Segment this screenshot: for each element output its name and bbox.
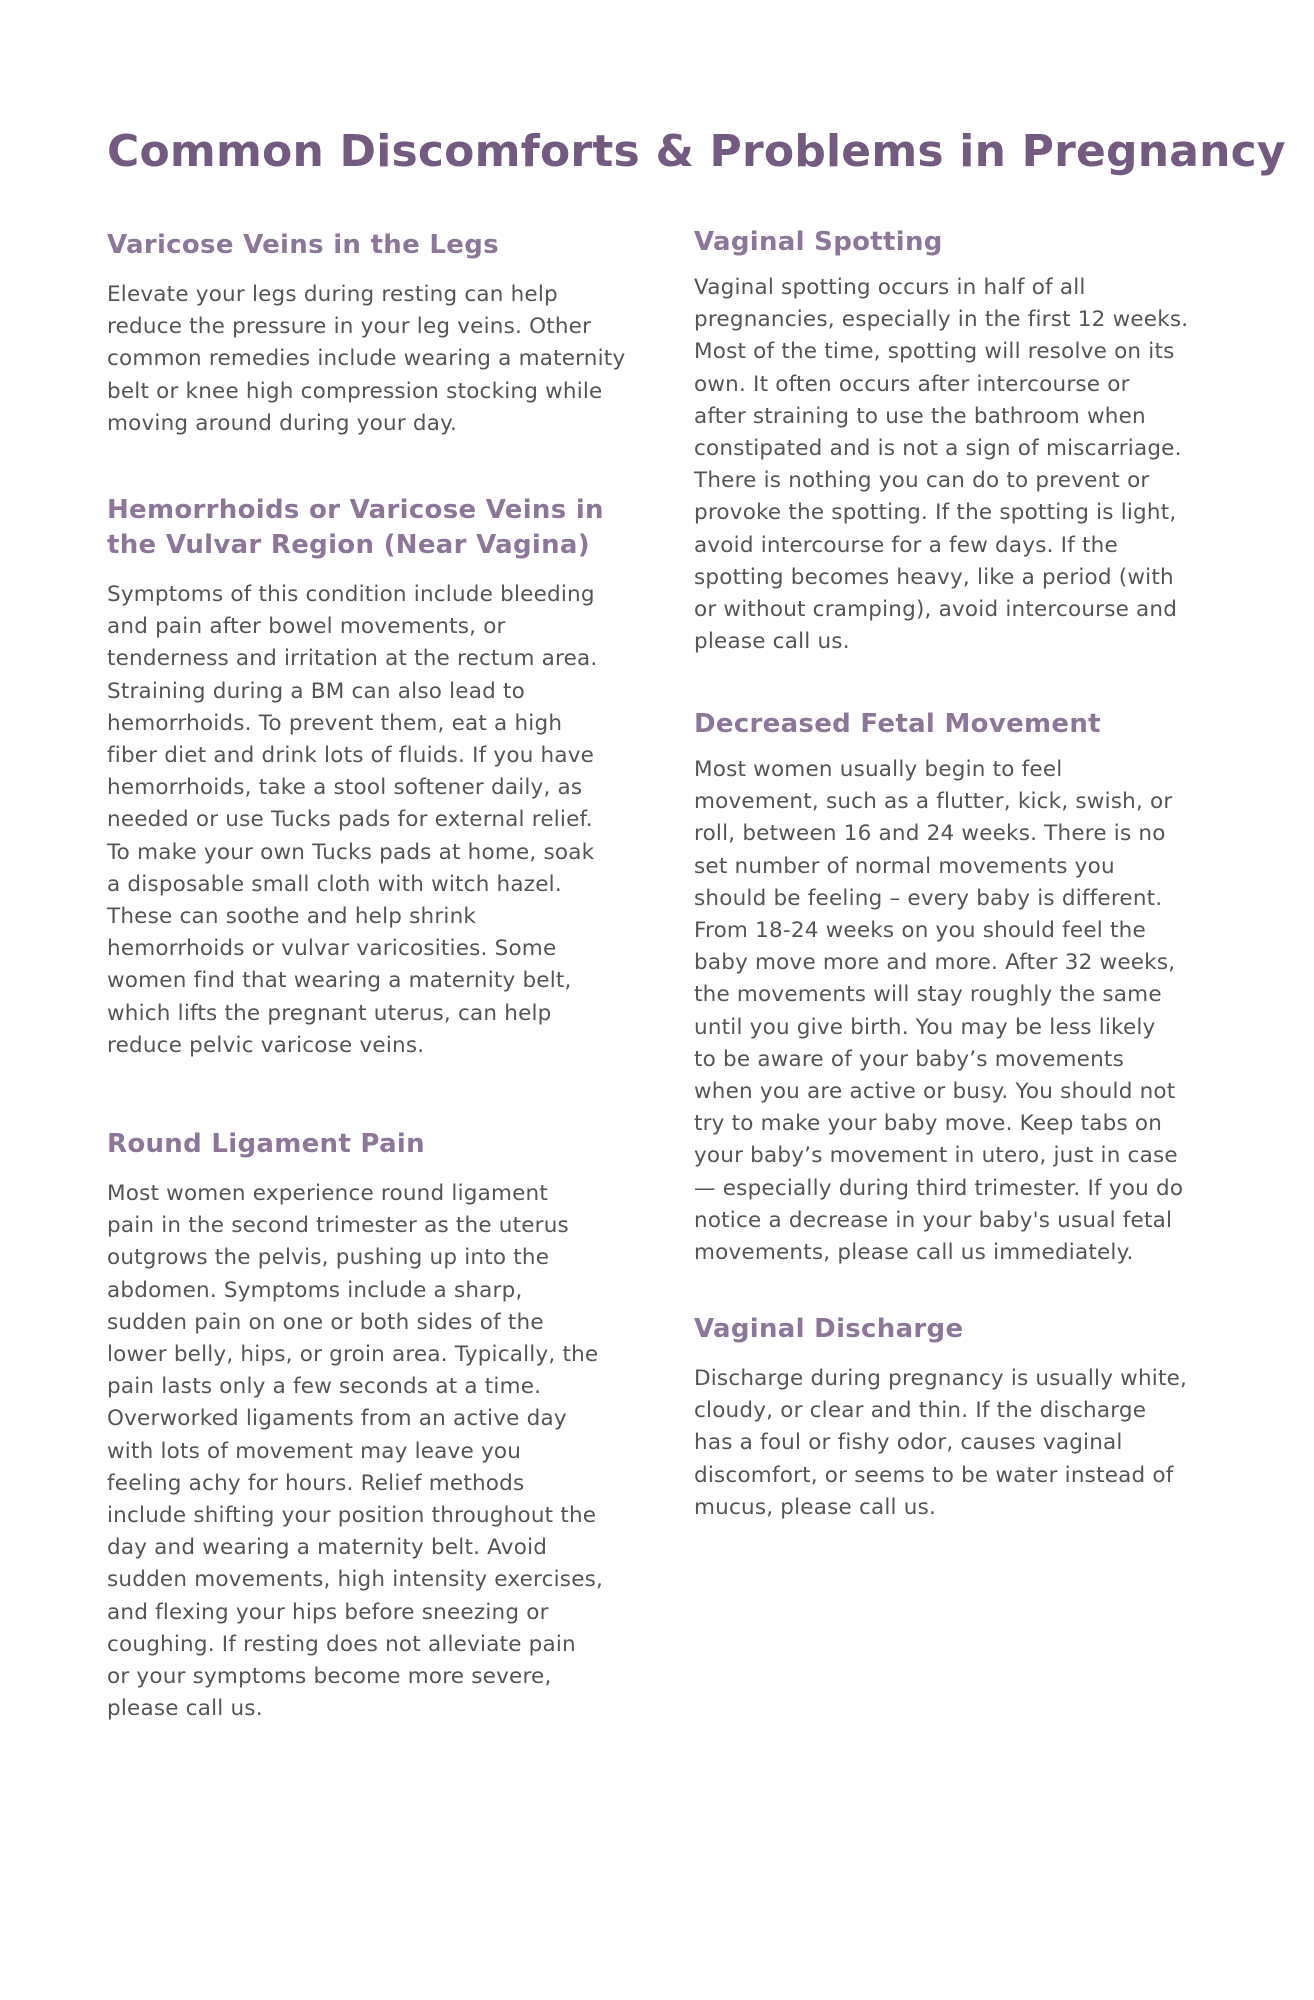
section-round-ligament-pain <box>107 1127 603 1725</box>
section-heading: Round Ligament Pain <box>107 1129 425 1159</box>
section-hemorrhoids-vulvar-varicose <box>107 493 604 1062</box>
section-body: Discharge during pregnancy is usually white, cloudy, or clear and thin. If the discharge has a foul or fishy odor, causes vaginal discomfort, or seems to be water instead of mucus, please call us. <box>694 1366 1188 1520</box>
section-varicose-veins-legs <box>107 228 625 440</box>
section-body: Vaginal spotting occurs in half of all pregnancies, especially in the first 12 weeks. Most of the time, spotting will resolve on its own. It often occurs after intercourse or after straining to use the bathroom when constipated and is not a sign of miscarriage. There is nothing you can do to prevent or provoke the spotting. If the spotting is light, avoid intercourse for a few days. If the spotting becomes heavy, like a period (with or without cramping), avoid intercourse and please call us. <box>694 275 1189 655</box>
section-heading: Hemorrhoids or Varicose Veins in the Vulvar Region (Near Vagina) <box>107 495 604 560</box>
section-heading: Vaginal Discharge <box>694 1314 964 1344</box>
page-title: Common Discomforts & Problems in Pregnancy <box>107 126 1286 177</box>
section-body: Most women usually begin to feel movement, such as a flutter, kick, swish, or roll, between 16 and 24 weeks. There is no set number of normal movements you should be feeling – every baby is different. From 18-24 weeks on you should feel the baby move more and more. After 32 weeks, the movements will stay roughly the same until you give birth. You may be less likely to be aware of your baby’s movements when you are active or busy. You should not try to make your baby move. Keep tabs on your baby’s movement in utero, just in case — especially during third trimester. If you do notice a decrease in your baby's usual fetal movements, please call us immediately. <box>694 757 1184 1266</box>
section-body: Most women experience round ligament pain in the second trimester as the uterus outgrows the pelvis, pushing up into the abdomen. Symptoms include a sharp, sudden pain on one or both sides of the lower belly, hips, or groin area. Typically, the pain lasts only a few seconds at a time. Overworked ligaments from an active day with lots of movement may leave you feeling achy for hours. Relief methods include shifting your position throughout the day and wearing a maternity belt. Avoid sudden movements, high intensity exercises, and flexing your hips before sneezing or coughing. If resting does not alleviate pain or your symptoms become more severe, please call us. <box>107 1181 604 1722</box>
section-body: Symptoms of this condition include bleeding and pain after bowel movements, or tenderness and irritation at the rectum area. Straining during a BM can also lead to hemorrhoids. To prevent them, eat a high fiber diet and drink lots of fluids. If you have hemorrhoids, take a stool softener daily, as needed or use Tucks pads for external relief. To make your own Tucks pads at home, soak a disposable small cloth with witch hazel. These can soothe and help shrink hemorrhoids or vulvar varicosities. Some women find that wearing a maternity belt, which lifts the pregnant uterus, can help reduce pelvic varicose veins. <box>107 582 598 1058</box>
section-vaginal-spotting <box>694 225 1188 658</box>
section-heading: Varicose Veins in the Legs <box>107 230 499 260</box>
section-body: Elevate your legs during resting can help reduce the pressure in your leg veins. Other common remedies include wearing a maternity belt or knee high compression stocking while moving around during your day. <box>107 282 626 436</box>
section-vaginal-discharge <box>694 1312 1187 1524</box>
section-heading: Vaginal Spotting <box>694 227 943 257</box>
section-heading: Decreased Fetal Movement <box>694 709 1101 739</box>
section-decreased-fetal-movement <box>694 707 1183 1269</box>
